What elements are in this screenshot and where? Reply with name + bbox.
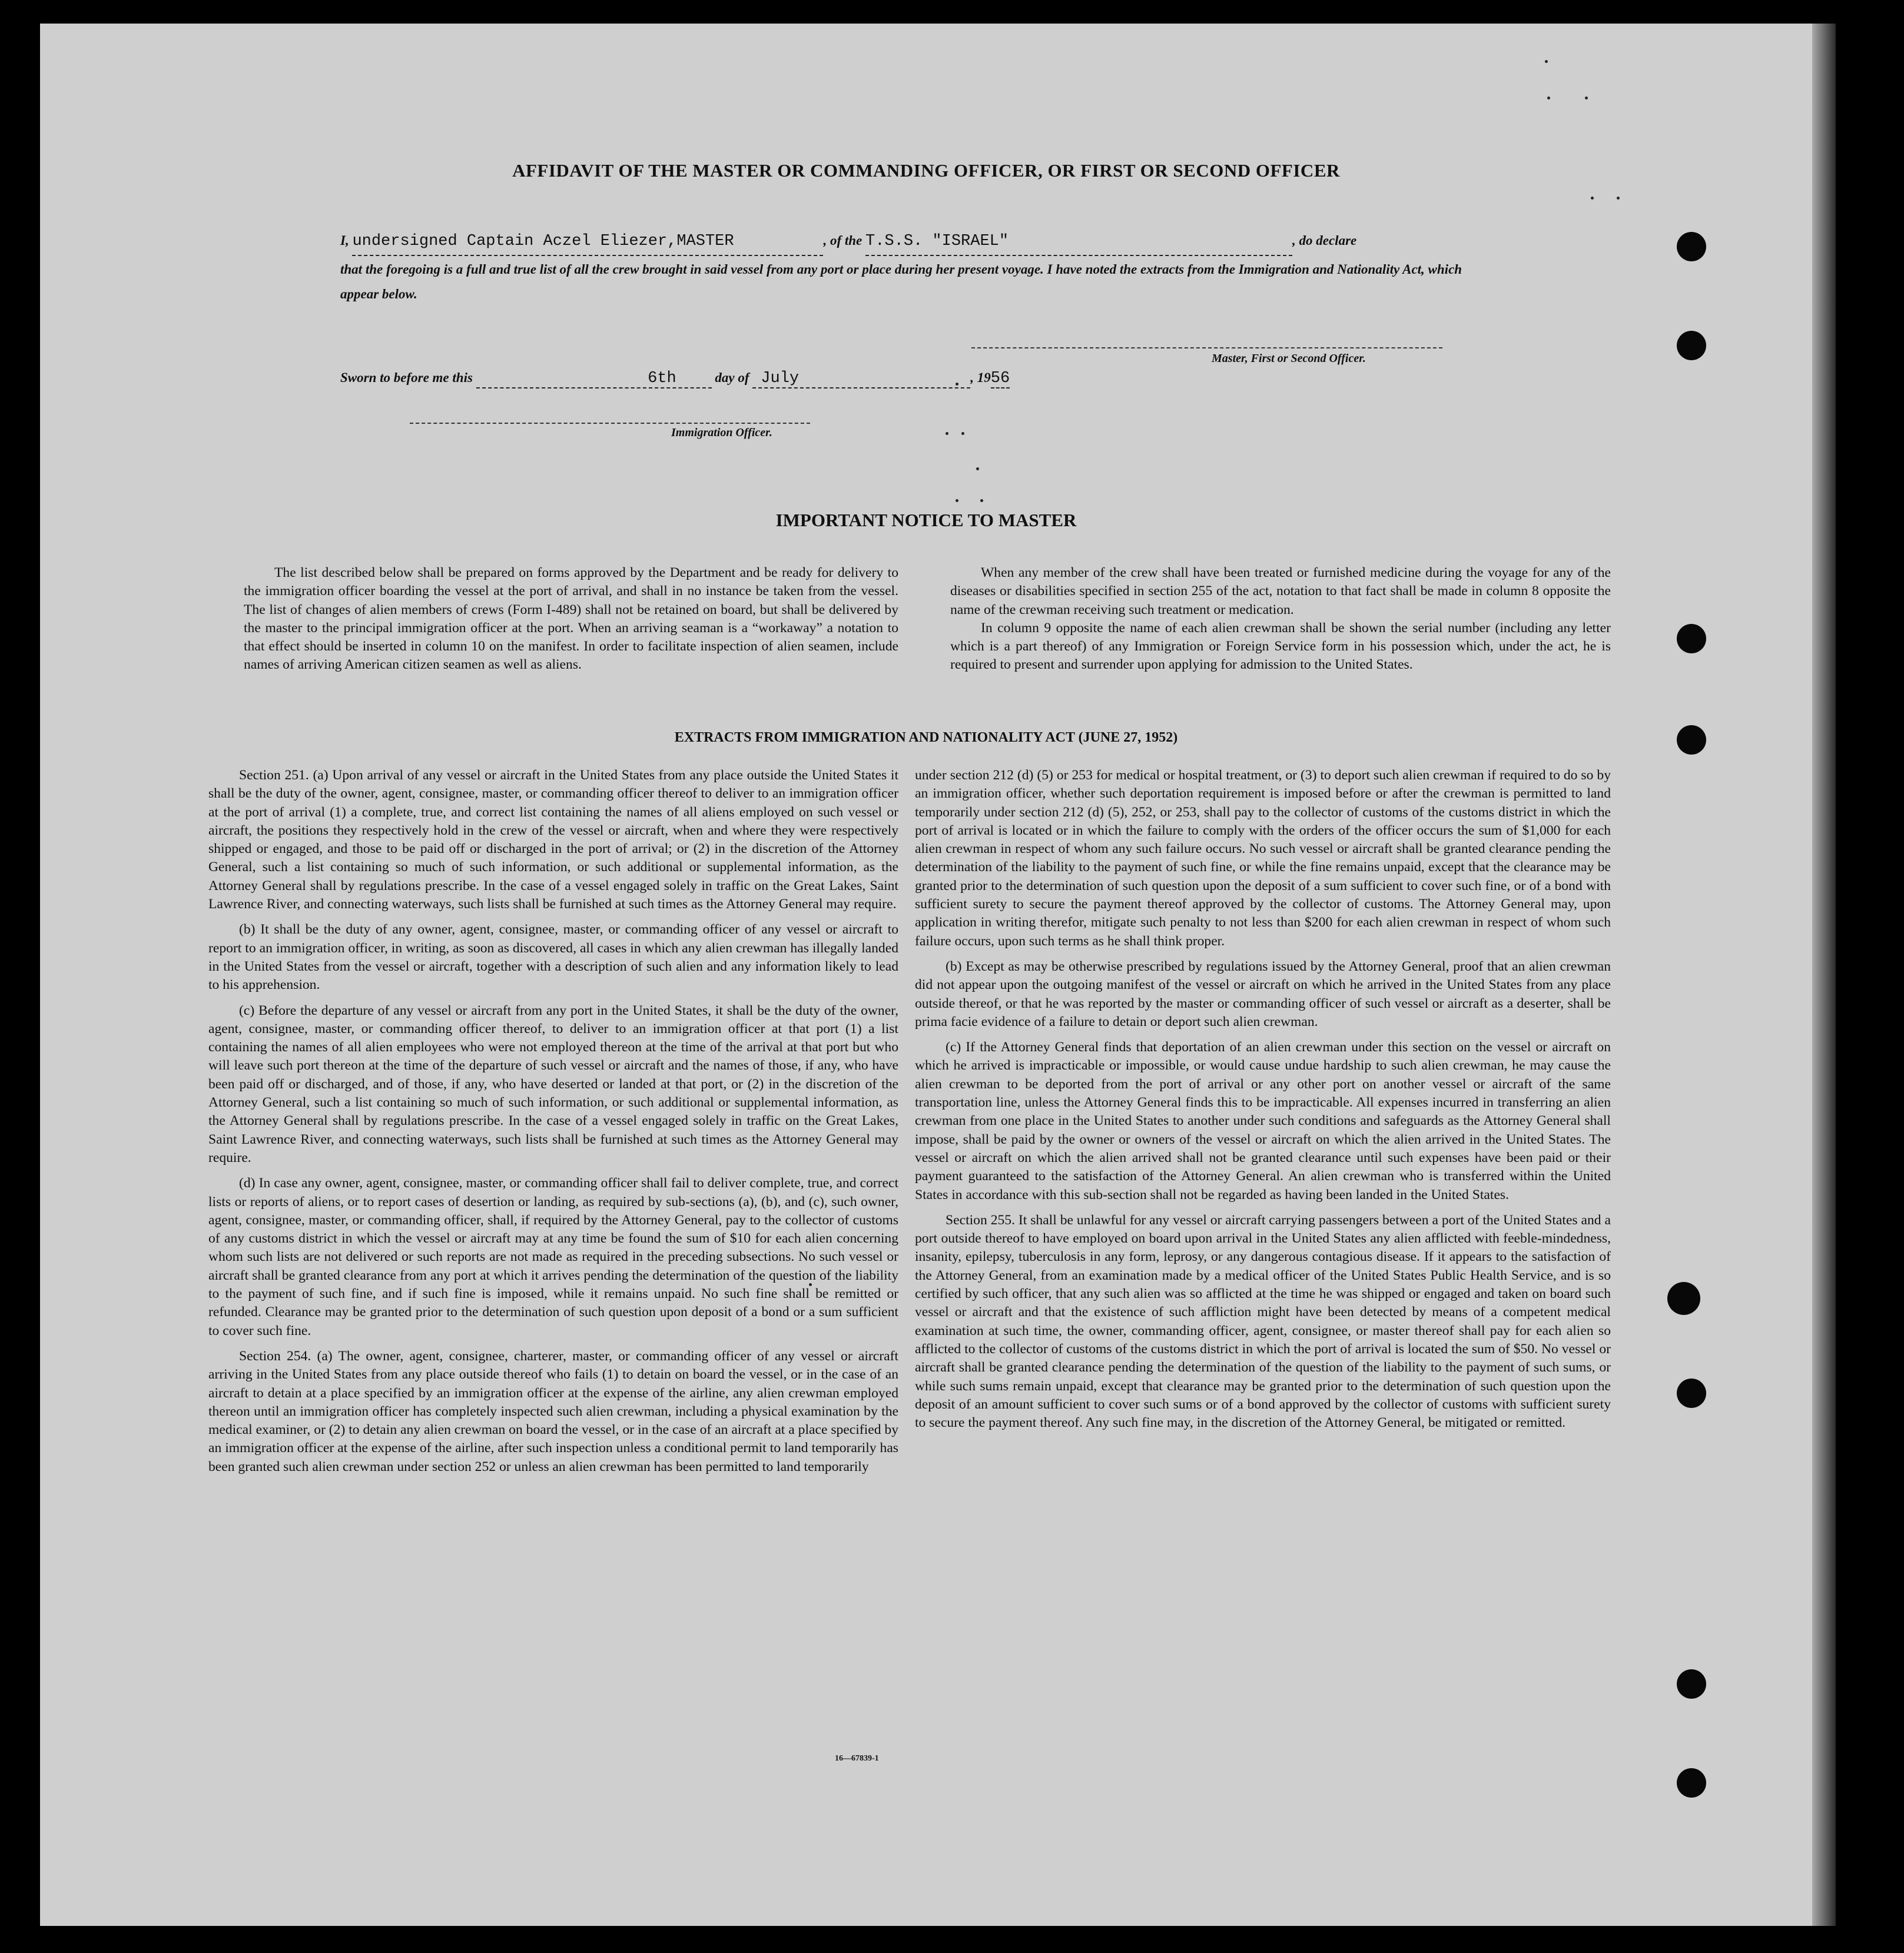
- notice-left-column: [244, 564, 898, 682]
- declaration-text: that the foregoing is a full and true list of all the crew brought in said vessel from any port or place during her present voyage. I have noted the extracts from the Immigration and Nationality Act, which appear below.: [340, 262, 1462, 301]
- statute-paragraph: (b) Except as may be otherwise prescribed by regulations issued by the Attorney General, proof that an alien crewman did not appear upon the outgoing manifest of the vessel or aircraft on which he arrived in the United States from any place outside thereof, or that he was reported by the master or commanding officer of such vessel or aircraft as a deserter, shall be prima facie evidence of a failure to detain or deport such alien crewman.: [915, 958, 1611, 1029]
- sworn-year-field: 56: [990, 370, 1010, 387]
- notice-title: IMPORTANT NOTICE TO MASTER: [775, 510, 1077, 530]
- master-signature-line: [971, 347, 1442, 348]
- scan-speck: [1617, 197, 1620, 200]
- notice-paragraph: In column 9 opposite the name of each alien crewman shall be shown the serial number (including any letter which is a part thereof) of any Immigration or Foreign Service form in his possession which, under the act, he is required to present and surrender upon applying for admission to the United States.: [950, 620, 1611, 673]
- punch-hole: [1677, 1379, 1706, 1408]
- punch-hole: [1667, 1282, 1700, 1315]
- punch-hole: [1677, 1669, 1706, 1699]
- scan-speck: [980, 499, 983, 502]
- affidavit-title: AFFIDAVIT OF THE MASTER OR COMMANDING OFFICER, OR FIRST OR SECOND OFFICER: [512, 160, 1340, 181]
- punch-hole: [1677, 725, 1706, 755]
- do-declare-label: , do declare: [1292, 233, 1357, 248]
- immigration-signature-caption: Immigration Officer.: [671, 426, 772, 439]
- vessel-name-field: T.S.S. "ISRAEL": [865, 228, 1292, 256]
- extracts-title: EXTRACTS FROM IMMIGRATION AND NATIONALITY ACT (JUNE 27, 1952): [674, 730, 1178, 745]
- scan-speck: [809, 1283, 812, 1286]
- scan-speck: [961, 432, 964, 435]
- punch-hole: [1677, 624, 1706, 653]
- form-code: 16—67839-1: [835, 1754, 879, 1763]
- sworn-month-field: July: [752, 370, 970, 388]
- scan-speck: [1585, 97, 1588, 99]
- declaration-prefix: I,: [340, 233, 349, 248]
- sworn-line: [340, 370, 1223, 388]
- scan-speck: [956, 383, 958, 386]
- scan-speck: [956, 499, 958, 502]
- document-page: [40, 24, 1812, 1926]
- statute-paragraph: Section 255. It shall be unlawful for any vessel or aircraft carrying passengers between a port of the United States and a port outside thereof to have employed on board upon arrival in the United States any alien afflicted with feeble-mindedness, insanity, epilepsy, tuberculosis in any form, leprosy, or any dangerous contagious disease. If it appears to the satisfaction of the Attorney General, from an examination made by a medical officer of the United States Public Health Service, and is so certified by such officer, that any such alien was so afflicted at the time he was shipped or engaged and taken on board such vessel or aircraft and that the existence of such affliction might have been detected by means of a competent medical examination at such time, the owner, commanding officer, agent, consignee, or master thereof shall pay for each alien so afflicted to the collector of customs of the customs district in which the port of arrival is located the sum of $50. No vessel or aircraft shall be granted clearance pending the determination of the question of the liability to the payment of such sums, or while such sums remain unpaid, except that clearance may be granted prior to the determination of such question upon the deposit of an amount sufficient to cover such sums or of a bond approved by the collector of customs with sufficient surety to secure the payment thereof. Any such fine may, in the discretion of the Attorney General, be mitigated or remitted.: [915, 1212, 1611, 1431]
- year-prefix: , 19: [970, 370, 991, 385]
- statute-paragraph: under section 212 (d) (5) or 253 for medical or hospital treatment, or (3) to deport such alien crewman if required to do so by an immigration officer, whether such deportation requirement is imposed before or after the crewman is permitted to land temporarily under section 212 (d) (5), 252, or 253, shall pay to the collector of customs of the customs district in which the port of arrival is located or in which the failure to comply with the orders of the officer occurs the sum of $1,000 for each alien crewman in respect of whom any such failure occurs. No such vessel or aircraft shall be granted clearance pending the determination of the liability to the payment of such fine, or while the fine remains unpaid, except that the clearance may be granted prior to the determination of such question upon the deposit of a sum sufficient to cover such fine, or of a bond with sufficient surety to secure the payment thereof approved by the collector of customs. The Attorney General may, upon application in writing therefor, mitigate such penalty to not less than $200 for each alien crewman in respect of whom such failure occurs, upon such terms as he shall think proper.: [915, 768, 1611, 949]
- scan-speck: [946, 432, 948, 435]
- notice-right-column: [950, 564, 1611, 682]
- scan-speck: [1545, 60, 1548, 63]
- scan-speck: [976, 467, 979, 470]
- master-name-field: undersigned Captain Aczel Eliezer,MASTER: [352, 228, 823, 256]
- sworn-prefix: Sworn to before me this: [340, 370, 473, 385]
- statute-paragraph: Section 251. (a) Upon arrival of any vessel or aircraft in the United States from any place outside the United States it shall be the duty of the owner, agent, consignee, master, or commanding officer thereof to deliver to an immigration officer at the port of arrival (1) a complete, true, and correct list containing the names of all aliens employed on such vessel or aircraft, the positions they respectively hold in the crew of the vessel or aircraft, when and where they were respectively shipped or engaged, and those to be paid off or discharged in the port of arrival; or (2) in the discretion of the Attorney General, such a list containing so much of such information, or such additional or supplemental information, as the Attorney General shall by regulations prescribe. In the case of a vessel engaged solely in traffic on the Great Lakes, Saint Lawrence River, and connecting waterways, such lists shall be furnished at such times as the Attorney General may require.: [208, 768, 898, 912]
- of-the-label: , of the: [823, 233, 863, 248]
- scan-speck: [1591, 197, 1594, 200]
- statute-paragraph: (b) It shall be the duty of any owner, agent, consignee, master, or commanding officer of any vessel or aircraft to report to an immigration officer, in writing, as soon as discovered, all cases in which any alien crewman has illegally landed in the United States from the vessel or aircraft, together with a description of such alien and any information likely to lead to his apprehension.: [208, 922, 898, 993]
- notice-paragraph: The list described below shall be prepared on forms approved by the Department and be ready for delivery to the immigration officer boarding the vessel at the port of arrival, and shall in no instance be taken from the vessel. The list of changes of alien members of crews (Form I-489) shall not be retained on board, but shall be delivered by the master to the principal immigration officer at the port. When an arriving seaman is a “workaway” a notation to that effect should be inserted in column 10 on the manifest. In order to facilitate inspection of alien seamen, include names of arriving American citizen seamen as well as aliens.: [244, 565, 898, 673]
- notice-paragraph: When any member of the crew shall have been treated or furnished medicine during the voyage for any of the diseases or disabilities specified in section 255 of the act, notation to that fact shall be made in column 8 opposite the name of the crewman receiving such treatment or medication.: [950, 565, 1611, 617]
- page-edge-shadow: [1812, 24, 1836, 1926]
- immigration-signature-line: [410, 423, 810, 424]
- statute-paragraph: (d) In case any owner, agent, consignee, master, or commanding officer shall fail to deliver complete, true, and correct lists or reports of aliens, or to report cases of desertion or landing, as required by sub-sections (a), (b), and (c), such owner, agent, consignee, master, or commanding officer, shall, if required by the Attorney General, pay to the collector of customs of any customs district in which the vessel or aircraft may at any time be found the sum of $10 for each alien concerning whom such lists are not delivered or such reports are not made as required in the preceding subsections. No such vessel or aircraft shall be granted clearance from any port at which it arrives pending the determination of the question of the liability to the payment of such fine, and if such fine is imposed, while it remains unpaid. No such fine shall be remitted or refunded. Clearance may be granted prior to the determination of such question upon deposit of a bond or a sum sufficient to cover such fine.: [208, 1175, 898, 1338]
- punch-hole: [1677, 331, 1706, 360]
- scan-speck: [1547, 97, 1550, 99]
- sworn-day-field: 6th: [476, 370, 712, 388]
- extracts-right-column: [915, 766, 1611, 1439]
- statute-paragraph: (c) If the Attorney General finds that deportation of an alien crewman under this section on the vessel or aircraft on which he arrived is impracticable or impossible, or would cause undue hardship to such alien crewman, he may cause the alien crewman to be deported from the port of arrival or any other port on another vessel or aircraft of the same transportation line, unless the Attorney General finds this to be impracticable. All expenses incurred in transferring an alien crewman from one place in the United States to another under such conditions and safeguards as the Attorney General shall impose, shall be paid by the owner or owners of the vessel or aircraft on which the alien arrived in the United States. The vessel or aircraft on which the alien arrived shall not be granted clearance until such expenses have been paid or their payment guaranteed to the satisfaction of the Attorney General. An alien crewman who is transferred within the United States in accordance with this sub-section shall not be regarded as having been landed in the United States.: [915, 1039, 1611, 1203]
- statute-paragraph: Section 254. (a) The owner, agent, consignee, charterer, master, or commanding officer of any vessel or aircraft arriving in the United States from any place outside thereof who fails (1) to detain on board the vessel, or in the case of an aircraft to detain at a place specified by an immigration officer at the expense of the airline, any alien crewman employed thereon until an immigration officer has completely inspected such alien crewman, including a physical examination by the medical examiner, or (2) to detain any alien crewman on board the vessel, or in the case of an aircraft at a place specified by an immigration officer at the expense of the airline, after such inspection unless a conditional permit to land temporarily has been granted such alien crewman under section 252 or unless an alien crewman has been permitted to land temporarily: [208, 1348, 898, 1474]
- day-of-label: day of: [715, 370, 749, 385]
- master-signature-caption: Master, First or Second Officer.: [1212, 352, 1366, 365]
- declaration-block: [340, 227, 1488, 307]
- punch-hole: [1677, 1768, 1706, 1798]
- statute-paragraph: (c) Before the departure of any vessel or aircraft from any port in the United States, it shall be the duty of the owner, agent, consignee, master, or commanding officer thereof, to deliver to an immigration officer at that port (1) a list containing the names of all alien employees who were not employed thereon at the time of the arrival at that port but who will leave such port thereon at the time of the departure of such vessel or aircraft and the names of those, if any, who have been paid off or discharged, and of those, if any, who have deserted or landed at that port, or (2) in the discretion of the Attorney General, such a list containing so much of such information, or such additional or supplemental information, as the Attorney General shall by regulations prescribe. In the case of a vessel engaged solely in traffic on the Great Lakes, Saint Lawrence River, and connecting waterways, such lists shall be furnished at such times as the Attorney General may require.: [208, 1002, 898, 1165]
- extracts-left-column: [208, 766, 898, 1483]
- punch-hole: [1677, 232, 1706, 261]
